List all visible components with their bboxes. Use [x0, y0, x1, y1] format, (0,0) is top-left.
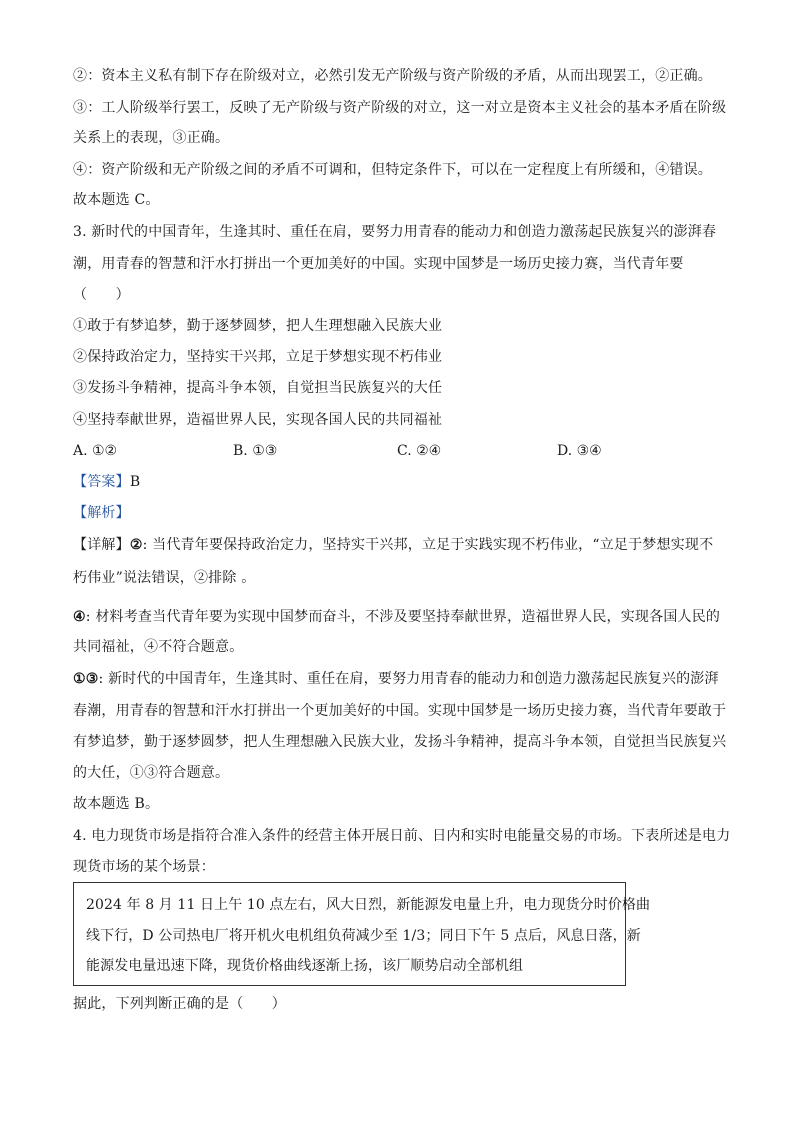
- detail-text-1: : 当代青年要保持政治定力，坚持实干兴邦，立足于实践实现不朽伟业，“立足于梦想实现不: [142, 537, 714, 553]
- point13-text-1: : 新时代的中国青年，生逢其时、重任在肩，要努力用青春的能动力和创造力激荡起民族复兴的澎湃: [98, 671, 719, 687]
- q3-answer-row: [73, 472, 140, 492]
- q3-option-b: B. ①③: [233, 443, 278, 459]
- point4-text-1: : 材料考查当代青年要为实现中国梦而奋斗，不涉及要坚持奉献世界，造福世界人民，实现各国人民的: [85, 609, 721, 625]
- q4-stem-line-2: 现货市场的某个场景：: [73, 859, 215, 875]
- q3-point13-line-2: 春潮，用青春的智慧和汗水打拼出一个更加美好的中国。实现中国梦是一场历史接力赛，当代青年要敢于: [73, 703, 727, 719]
- detail-label: 【详解】: [73, 537, 130, 553]
- point4-mark: ④: [73, 609, 86, 625]
- point13-mark: ①③: [73, 671, 99, 687]
- q4-material-box: [73, 882, 651, 986]
- analysis-line-3b: 关系上的表现，③正确。: [73, 130, 230, 146]
- q3-analysis-heading: [73, 503, 130, 523]
- q3-point4-line-2: 共同福祉，④不符合题意。: [73, 639, 244, 655]
- material-line-3: 能源发电量迅速下降，现货价格曲线逐渐上扬，该厂顺势启动全部机组: [86, 958, 524, 974]
- q3-point4-line-1: [73, 607, 720, 627]
- analysis-label: 【解析】: [73, 505, 130, 521]
- q3-answer-blank: （ ）: [73, 287, 130, 303]
- analysis-line-3a: ③：工人阶级举行罢工，反映了无产阶级与资产阶级的对立，这一对立是资本主义社会的基本矛盾在阶级: [73, 100, 727, 116]
- q3-item-1: ①敢于有梦追梦，勤于逐梦圆梦，把人生理想融入民族大业: [73, 318, 443, 334]
- q3-point13-line-3: 有梦追梦，勤于逐梦圆梦，把人生理想融入民族大业，发扬斗争精神，提高斗争本领，自觉担当民族复兴: [73, 734, 727, 750]
- q3-point13-line-4: 的大任，①③符合题意。: [73, 765, 230, 781]
- q3-detail-line-2: 朽伟业”说法错误，②排除 。: [73, 570, 256, 586]
- q3-option-d: D. ③④: [557, 443, 602, 459]
- answer-label: 【答案】: [73, 474, 130, 490]
- q3-conclusion: 故本题选 B。: [73, 796, 160, 812]
- answer-value: B: [129, 474, 141, 490]
- q3-item-4: ④坚持奉献世界，造福世界人民，实现各国人民的共同福祉: [73, 412, 443, 428]
- q3-option-a: A. ①②: [73, 443, 118, 459]
- q3-stem-line-2: 潮，用青春的智慧和汗水打拼出一个更加美好的中国。实现中国梦是一场历史接力赛，当代青年要: [73, 256, 684, 272]
- q3-detail-line-1: [73, 535, 713, 555]
- q4-question: 据此，下列判断正确的是（ ）: [73, 996, 286, 1012]
- q3-option-c: C. ②④: [397, 443, 442, 459]
- q4-stem-line-1: 4. 电力现货市场是指符合准入条件的经营主体开展日前、日内和实时电能量交易的市场。下表所述是电力: [73, 828, 731, 844]
- q3-item-2: ②保持政治定力，坚持实干兴邦，立足于梦想实现不朽伟业: [73, 349, 443, 365]
- material-line-2: 线下行，D 公司热电厂将开机火电机组负荷减少至 1/3；同日下午 5 点后，风息日落，新: [86, 928, 641, 944]
- analysis-line-4: ④：资产阶级和无产阶级之间的矛盾不可调和，但特定条件下，可以在一定程度上有所缓和，④错误。: [73, 162, 712, 178]
- q3-item-3: ③发扬斗争精神，提高斗争本领，自觉担当民族复兴的大任: [73, 380, 443, 396]
- detail-mark: ②: [129, 537, 143, 553]
- material-line-1: 2024 年 8 月 11 日上午 10 点左右，风大日烈，新能源发电量上升，电力现货分时价格曲: [86, 897, 651, 913]
- analysis-line-2: ②：资本主义私有制下存在阶级对立，必然引发无产阶级与资产阶级的矛盾，从而出现罢工，②正确。: [73, 68, 712, 84]
- q3-point13-line-1: [73, 669, 719, 689]
- prev-conclusion: 故本题选 C。: [73, 192, 160, 208]
- q3-stem-line-1: 3. 新时代的中国青年，生逢其时、重任在肩，要努力用青春的能动力和创造力激荡起民族复兴的澎湃春: [73, 224, 717, 240]
